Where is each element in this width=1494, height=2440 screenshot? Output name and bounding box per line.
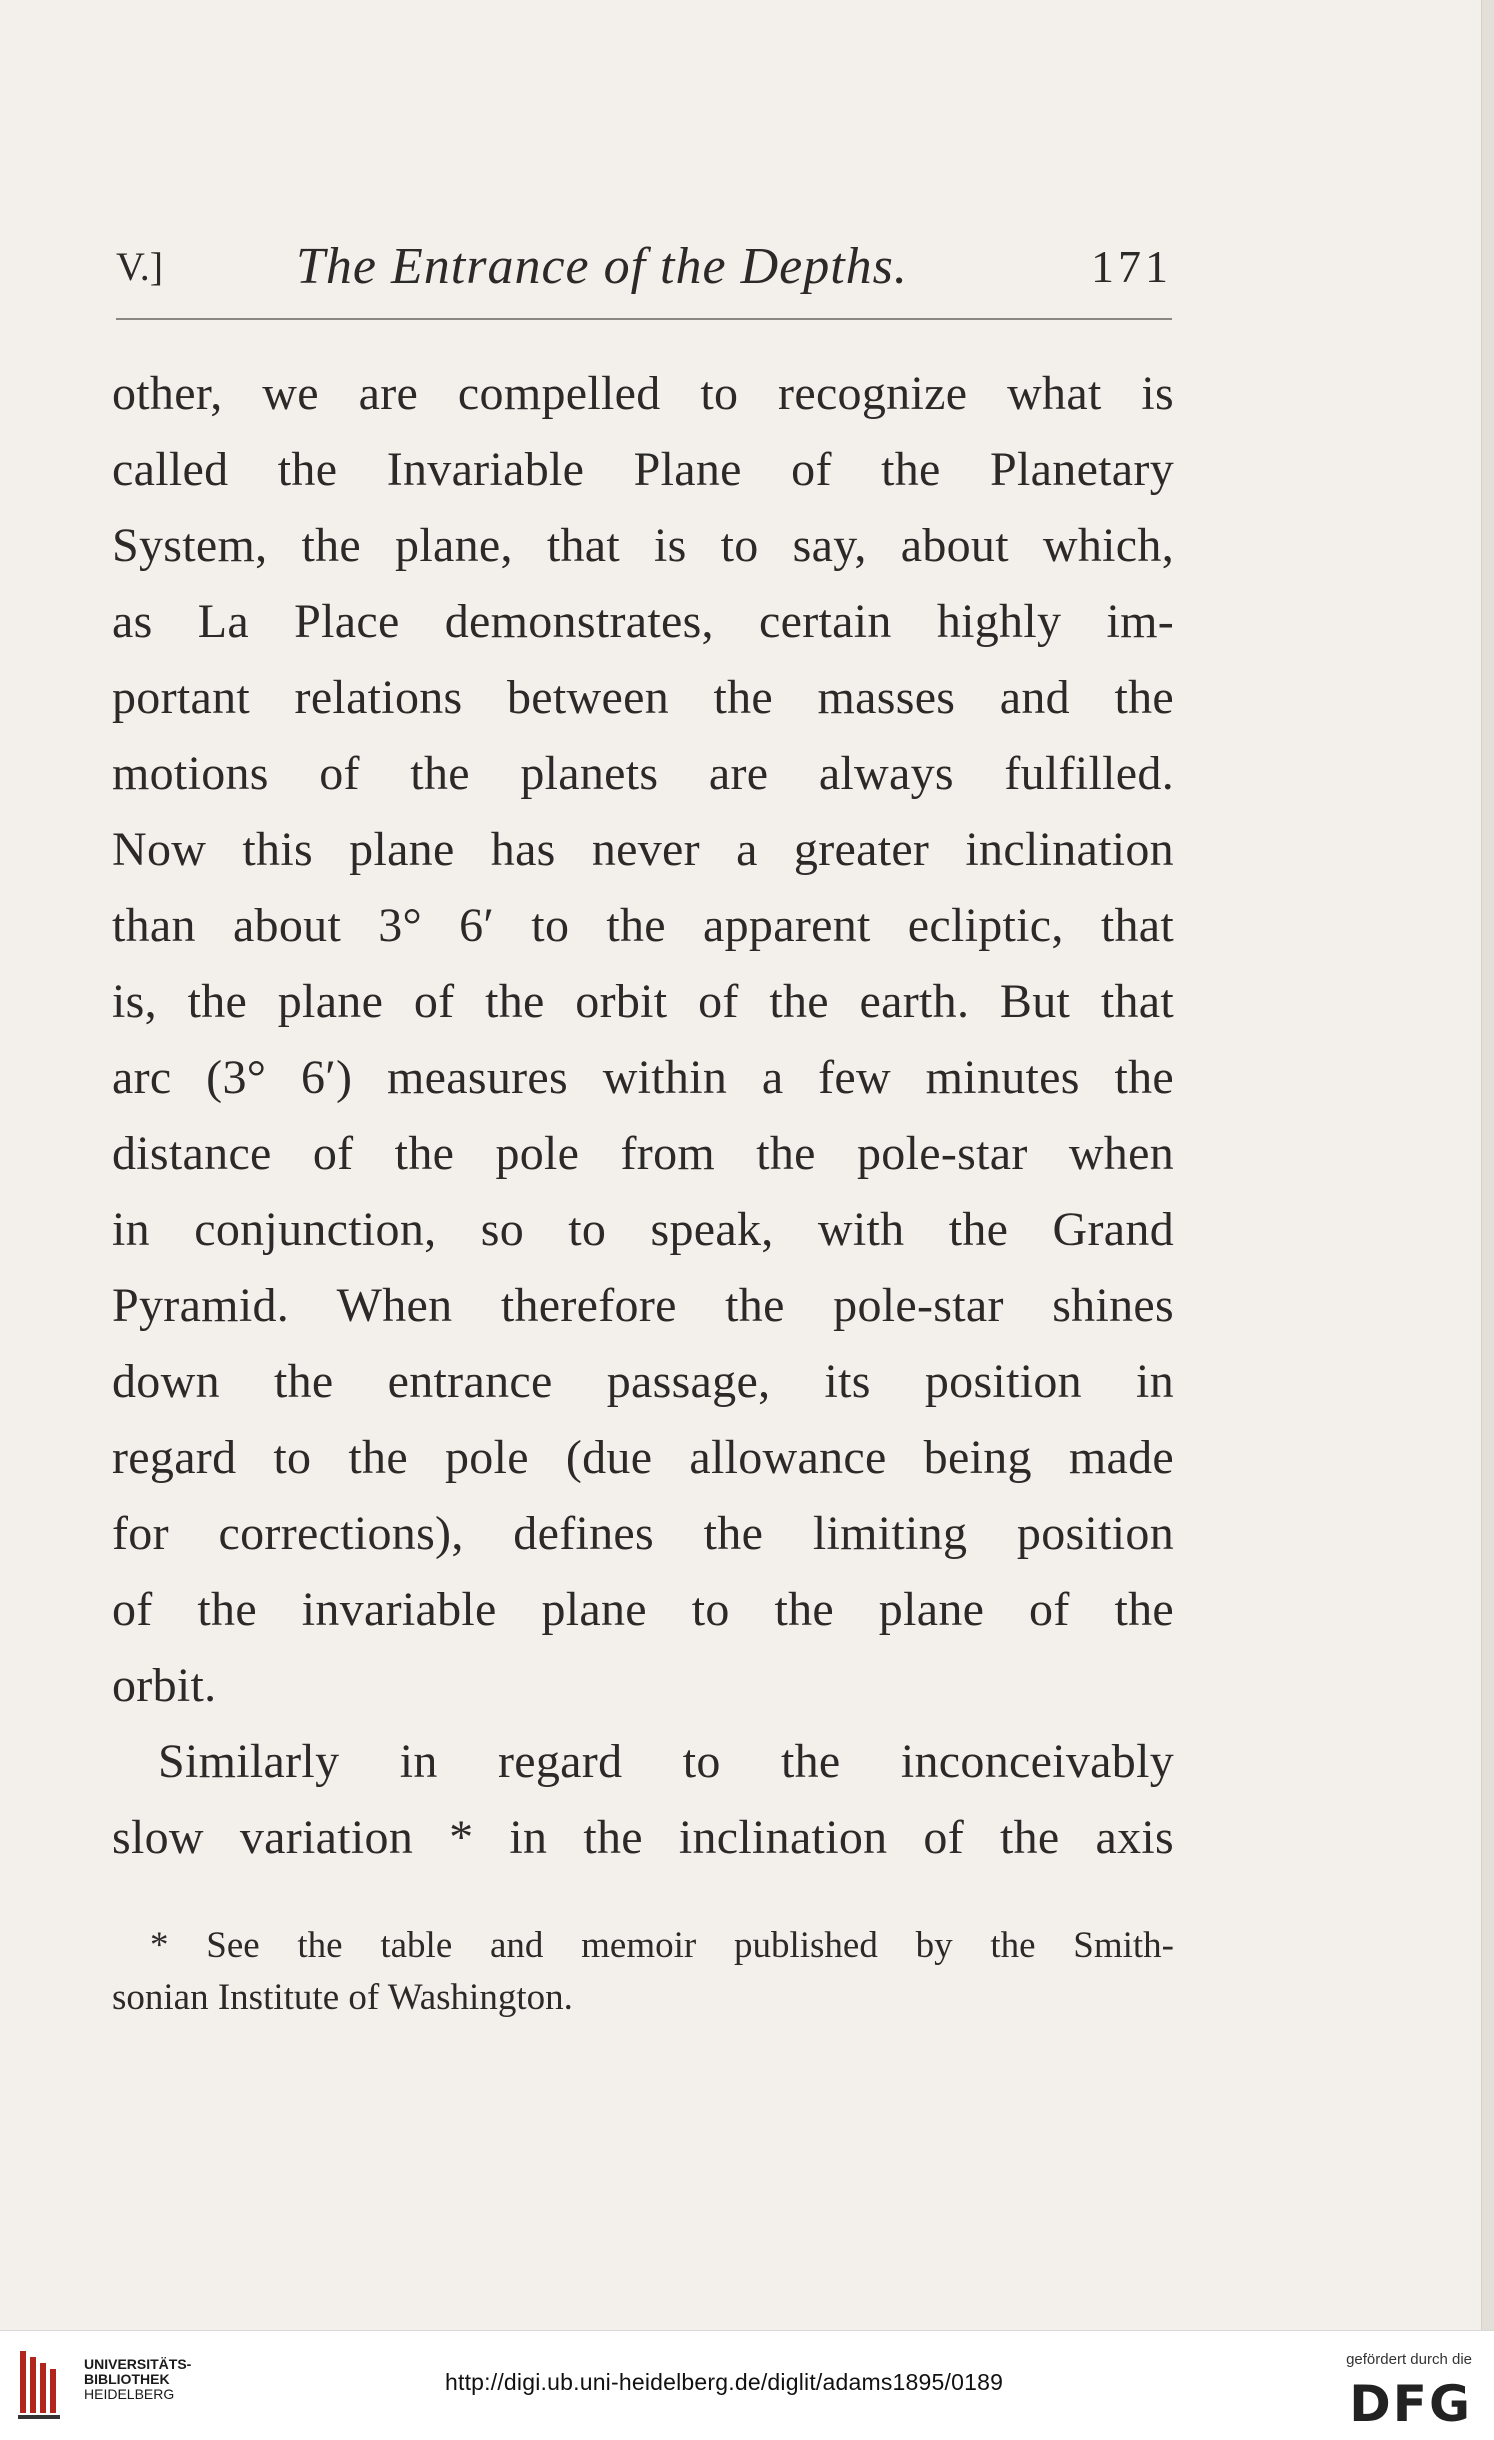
page-number: 171	[1091, 241, 1172, 292]
library-name-line: HEIDELBERG	[84, 2386, 175, 2402]
text-line: portant relations between the masses and the	[112, 671, 1174, 724]
funding-caption: gefördert durch die	[1346, 2351, 1472, 2368]
text-line: Now this plane has never a greater inclination	[112, 823, 1174, 876]
text-line: motions of the planets are always fulfilled.	[112, 747, 1174, 800]
footnote-line: * See the table and memoir published by the Smith-	[150, 1925, 1174, 1966]
header-rule	[116, 318, 1172, 320]
library-logo-icon	[14, 2345, 72, 2425]
text-line: orbit.	[112, 1659, 217, 1712]
text-line: System, the plane, that is to say, about which,	[112, 519, 1174, 572]
page-edge	[1481, 0, 1494, 2330]
text-line: called the Invariable Plane of the Planetary	[112, 443, 1174, 496]
text-line: Similarly in regard to the inconceivably	[158, 1735, 1174, 1788]
running-head	[116, 232, 1172, 302]
footnote-line: sonian Institute of Washington.	[112, 1977, 573, 2018]
footnote	[112, 1920, 1174, 2024]
chapter-marker: V.]	[116, 244, 164, 289]
body-text	[112, 356, 1174, 1876]
text-line: Pyramid. When therefore the pole-star shines	[112, 1279, 1174, 1332]
permalink-url[interactable]: http://digi.ub.uni-heidelberg.de/diglit/adams1895/0189	[445, 2369, 1004, 2395]
text-line: than about 3° 6′ to the apparent ecliptic, that	[112, 899, 1174, 952]
dfg-logo: DFG	[1349, 2375, 1472, 2433]
text-line: is, the plane of the orbit of the earth. But that	[112, 975, 1174, 1028]
running-title: The Entrance of the Depths.	[296, 238, 908, 295]
text-line: in conjunction, so to speak, with the Grand	[112, 1203, 1174, 1256]
text-line: down the entrance passage, its position in	[112, 1355, 1174, 1408]
library-name-line: UNIVERSITÄTS-	[84, 2356, 192, 2372]
viewer-footer	[0, 2330, 1494, 2440]
text-line: as La Place demonstrates, certain highly im-	[112, 595, 1174, 648]
text-line: distance of the pole from the pole-star when	[112, 1127, 1174, 1180]
text-line: for corrections), defines the limiting position	[112, 1507, 1174, 1560]
text-line: arc (3° 6′) measures within a few minutes the	[112, 1051, 1174, 1104]
text-line: of the invariable plane to the plane of the	[112, 1583, 1174, 1636]
text-line: slow variation * in the inclination of the axis	[112, 1811, 1174, 1864]
text-line: other, we are compelled to recognize what is	[112, 367, 1174, 420]
text-line: regard to the pole (due allowance being made	[112, 1431, 1174, 1484]
library-name-line: BIBLIOTHEK	[84, 2371, 170, 2387]
library-name	[84, 2357, 191, 2402]
